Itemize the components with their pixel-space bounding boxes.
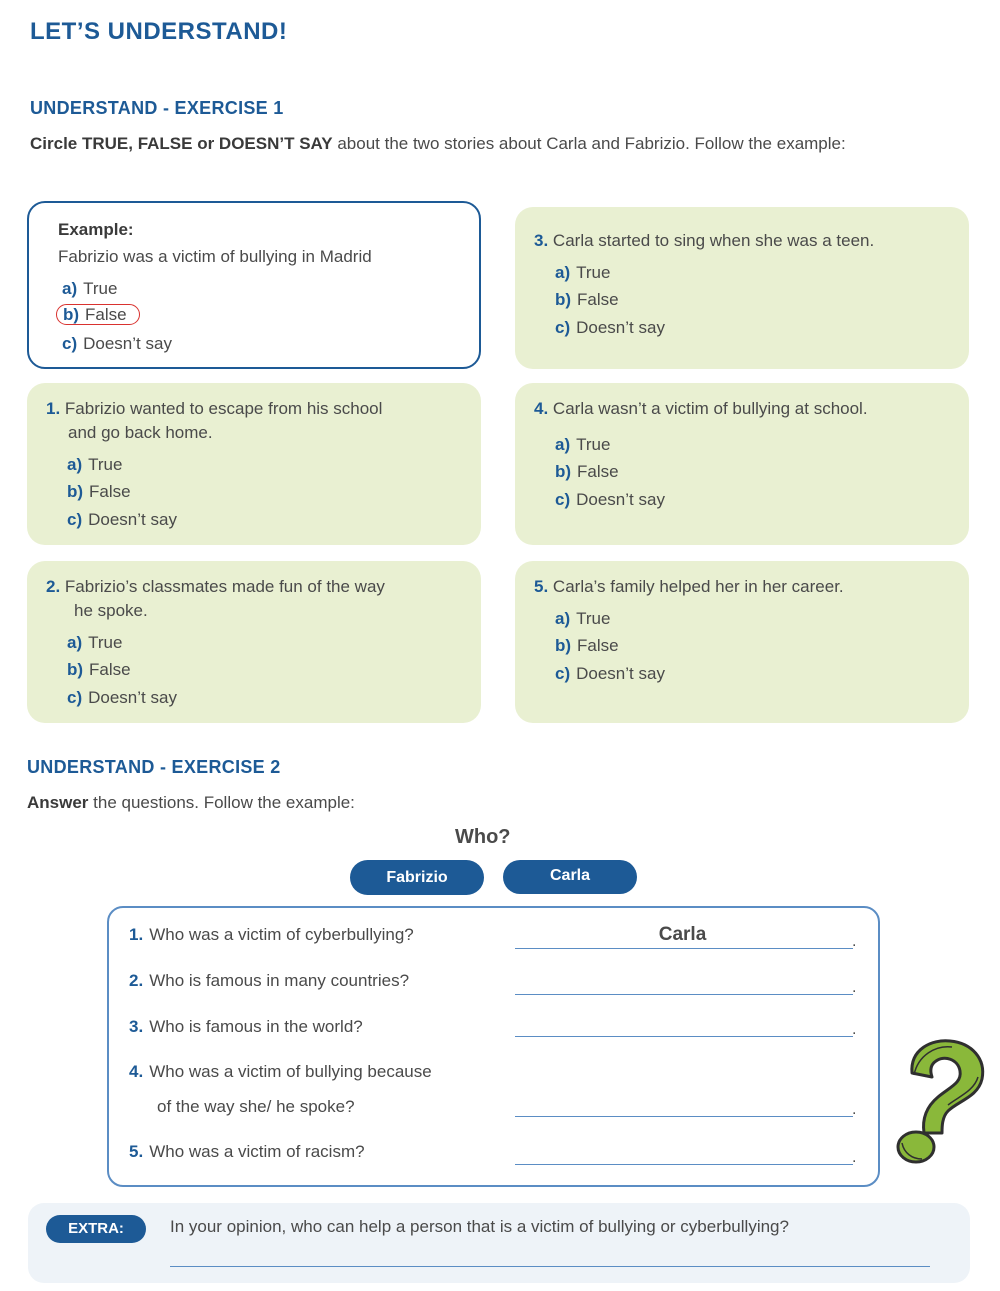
answer-1-period: . bbox=[852, 933, 857, 950]
question-5-option-c[interactable]: c) Doesn’t say bbox=[555, 664, 665, 683]
example-option-c: c) Doesn’t say bbox=[62, 334, 172, 353]
answer-line-5[interactable] bbox=[515, 1164, 853, 1165]
answer-question-1: 1. Who was a victim of cyberbullying? bbox=[129, 925, 414, 944]
question-5-option-b[interactable]: b) False bbox=[555, 636, 619, 655]
answer-question-5: 5. Who was a victim of racism? bbox=[129, 1142, 365, 1161]
question-5-option-a[interactable]: a) True bbox=[555, 609, 611, 628]
exercise1-heading: UNDERSTAND - EXERCISE 1 bbox=[30, 98, 284, 118]
question-mark-icon bbox=[888, 1035, 992, 1167]
answer-5-period: . bbox=[852, 1149, 857, 1166]
exercise2-instruction: Answer the questions. Follow the example: bbox=[27, 793, 355, 812]
answer-1-value: Carla bbox=[658, 924, 707, 945]
answer-question-4-line2: of the way she/ he spoke? bbox=[157, 1097, 355, 1116]
question-3-option-c[interactable]: c) Doesn’t say bbox=[555, 318, 665, 337]
example-option-b-circled: b) False bbox=[56, 304, 140, 326]
exercise2-heading: UNDERSTAND - EXERCISE 2 bbox=[27, 757, 281, 777]
question-card-3 bbox=[515, 207, 969, 369]
question-3-text: 3. Carla started to sing when she was a teen. bbox=[534, 231, 875, 250]
option-pill-carla[interactable]: Carla bbox=[503, 860, 637, 894]
example-option-a: a) True bbox=[62, 279, 118, 298]
question-3-option-b[interactable]: b) False bbox=[555, 290, 619, 309]
extra-question: In your opinion, who can help a person that is a victim of bullying or cyberbullying? bbox=[170, 1217, 789, 1236]
answer-question-2: 2. Who is famous in many countries? bbox=[129, 971, 410, 990]
question-1-text: 1. Fabrizio wanted to escape from his school bbox=[46, 399, 383, 418]
extra-box bbox=[28, 1203, 970, 1283]
question-4-text: 4. Carla wasn’t a victim of bullying at school. bbox=[534, 399, 868, 418]
question-1-option-a[interactable]: a) True bbox=[67, 455, 123, 474]
extra-label: EXTRA: bbox=[46, 1215, 146, 1243]
question-2-option-b[interactable]: b) False bbox=[67, 660, 131, 679]
question-1-option-b[interactable]: b) False bbox=[67, 482, 131, 501]
question-2-text-line2: he spoke. bbox=[74, 601, 148, 620]
answer-line-2[interactable] bbox=[515, 994, 853, 995]
option-pill-fabrizio[interactable]: Fabrizio bbox=[350, 860, 484, 895]
question-card-2 bbox=[27, 561, 481, 723]
answer-question-4: 4. Who was a victim of bullying because bbox=[129, 1062, 432, 1081]
question-4-option-b[interactable]: b) False bbox=[555, 462, 619, 481]
question-4-option-c[interactable]: c) Doesn’t say bbox=[555, 490, 665, 509]
question-2-option-c[interactable]: c) Doesn’t say bbox=[67, 688, 177, 707]
question-1-text-line2: and go back home. bbox=[68, 423, 213, 442]
example-card bbox=[27, 201, 481, 369]
extra-answer-line[interactable] bbox=[170, 1266, 930, 1267]
answer-question-3: 3. Who is famous in the world? bbox=[129, 1017, 363, 1036]
question-card-5 bbox=[515, 561, 969, 723]
page-title: LET’S UNDERSTAND! bbox=[30, 18, 288, 45]
question-card-4 bbox=[515, 383, 969, 545]
question-card-1 bbox=[27, 383, 481, 545]
answer-3-period: . bbox=[852, 1021, 857, 1038]
question-2-text: 2. Fabrizio’s classmates made fun of the way bbox=[46, 577, 385, 596]
answer-line-3[interactable] bbox=[515, 1036, 853, 1037]
question-3-option-a[interactable]: a) True bbox=[555, 263, 611, 282]
question-5-text: 5. Carla’s family helped her in her career. bbox=[534, 577, 844, 596]
example-label: Example: bbox=[58, 220, 134, 239]
example-statement: Fabrizio was a victim of bullying in Madrid bbox=[58, 247, 372, 266]
exercise1-instruction: Circle TRUE, FALSE or DOESN’T SAY about the two stories about Carla and Fabrizio. Follow the example: bbox=[30, 134, 846, 153]
answer-line-4[interactable] bbox=[515, 1116, 853, 1117]
who-label: Who? bbox=[455, 826, 511, 848]
question-2-option-a[interactable]: a) True bbox=[67, 633, 123, 652]
answer-2-period: . bbox=[852, 979, 857, 996]
question-1-option-c[interactable]: c) Doesn’t say bbox=[67, 510, 177, 529]
answer-line-1[interactable] bbox=[515, 948, 853, 949]
question-4-option-a[interactable]: a) True bbox=[555, 435, 611, 454]
answer-4-period: . bbox=[852, 1101, 857, 1118]
